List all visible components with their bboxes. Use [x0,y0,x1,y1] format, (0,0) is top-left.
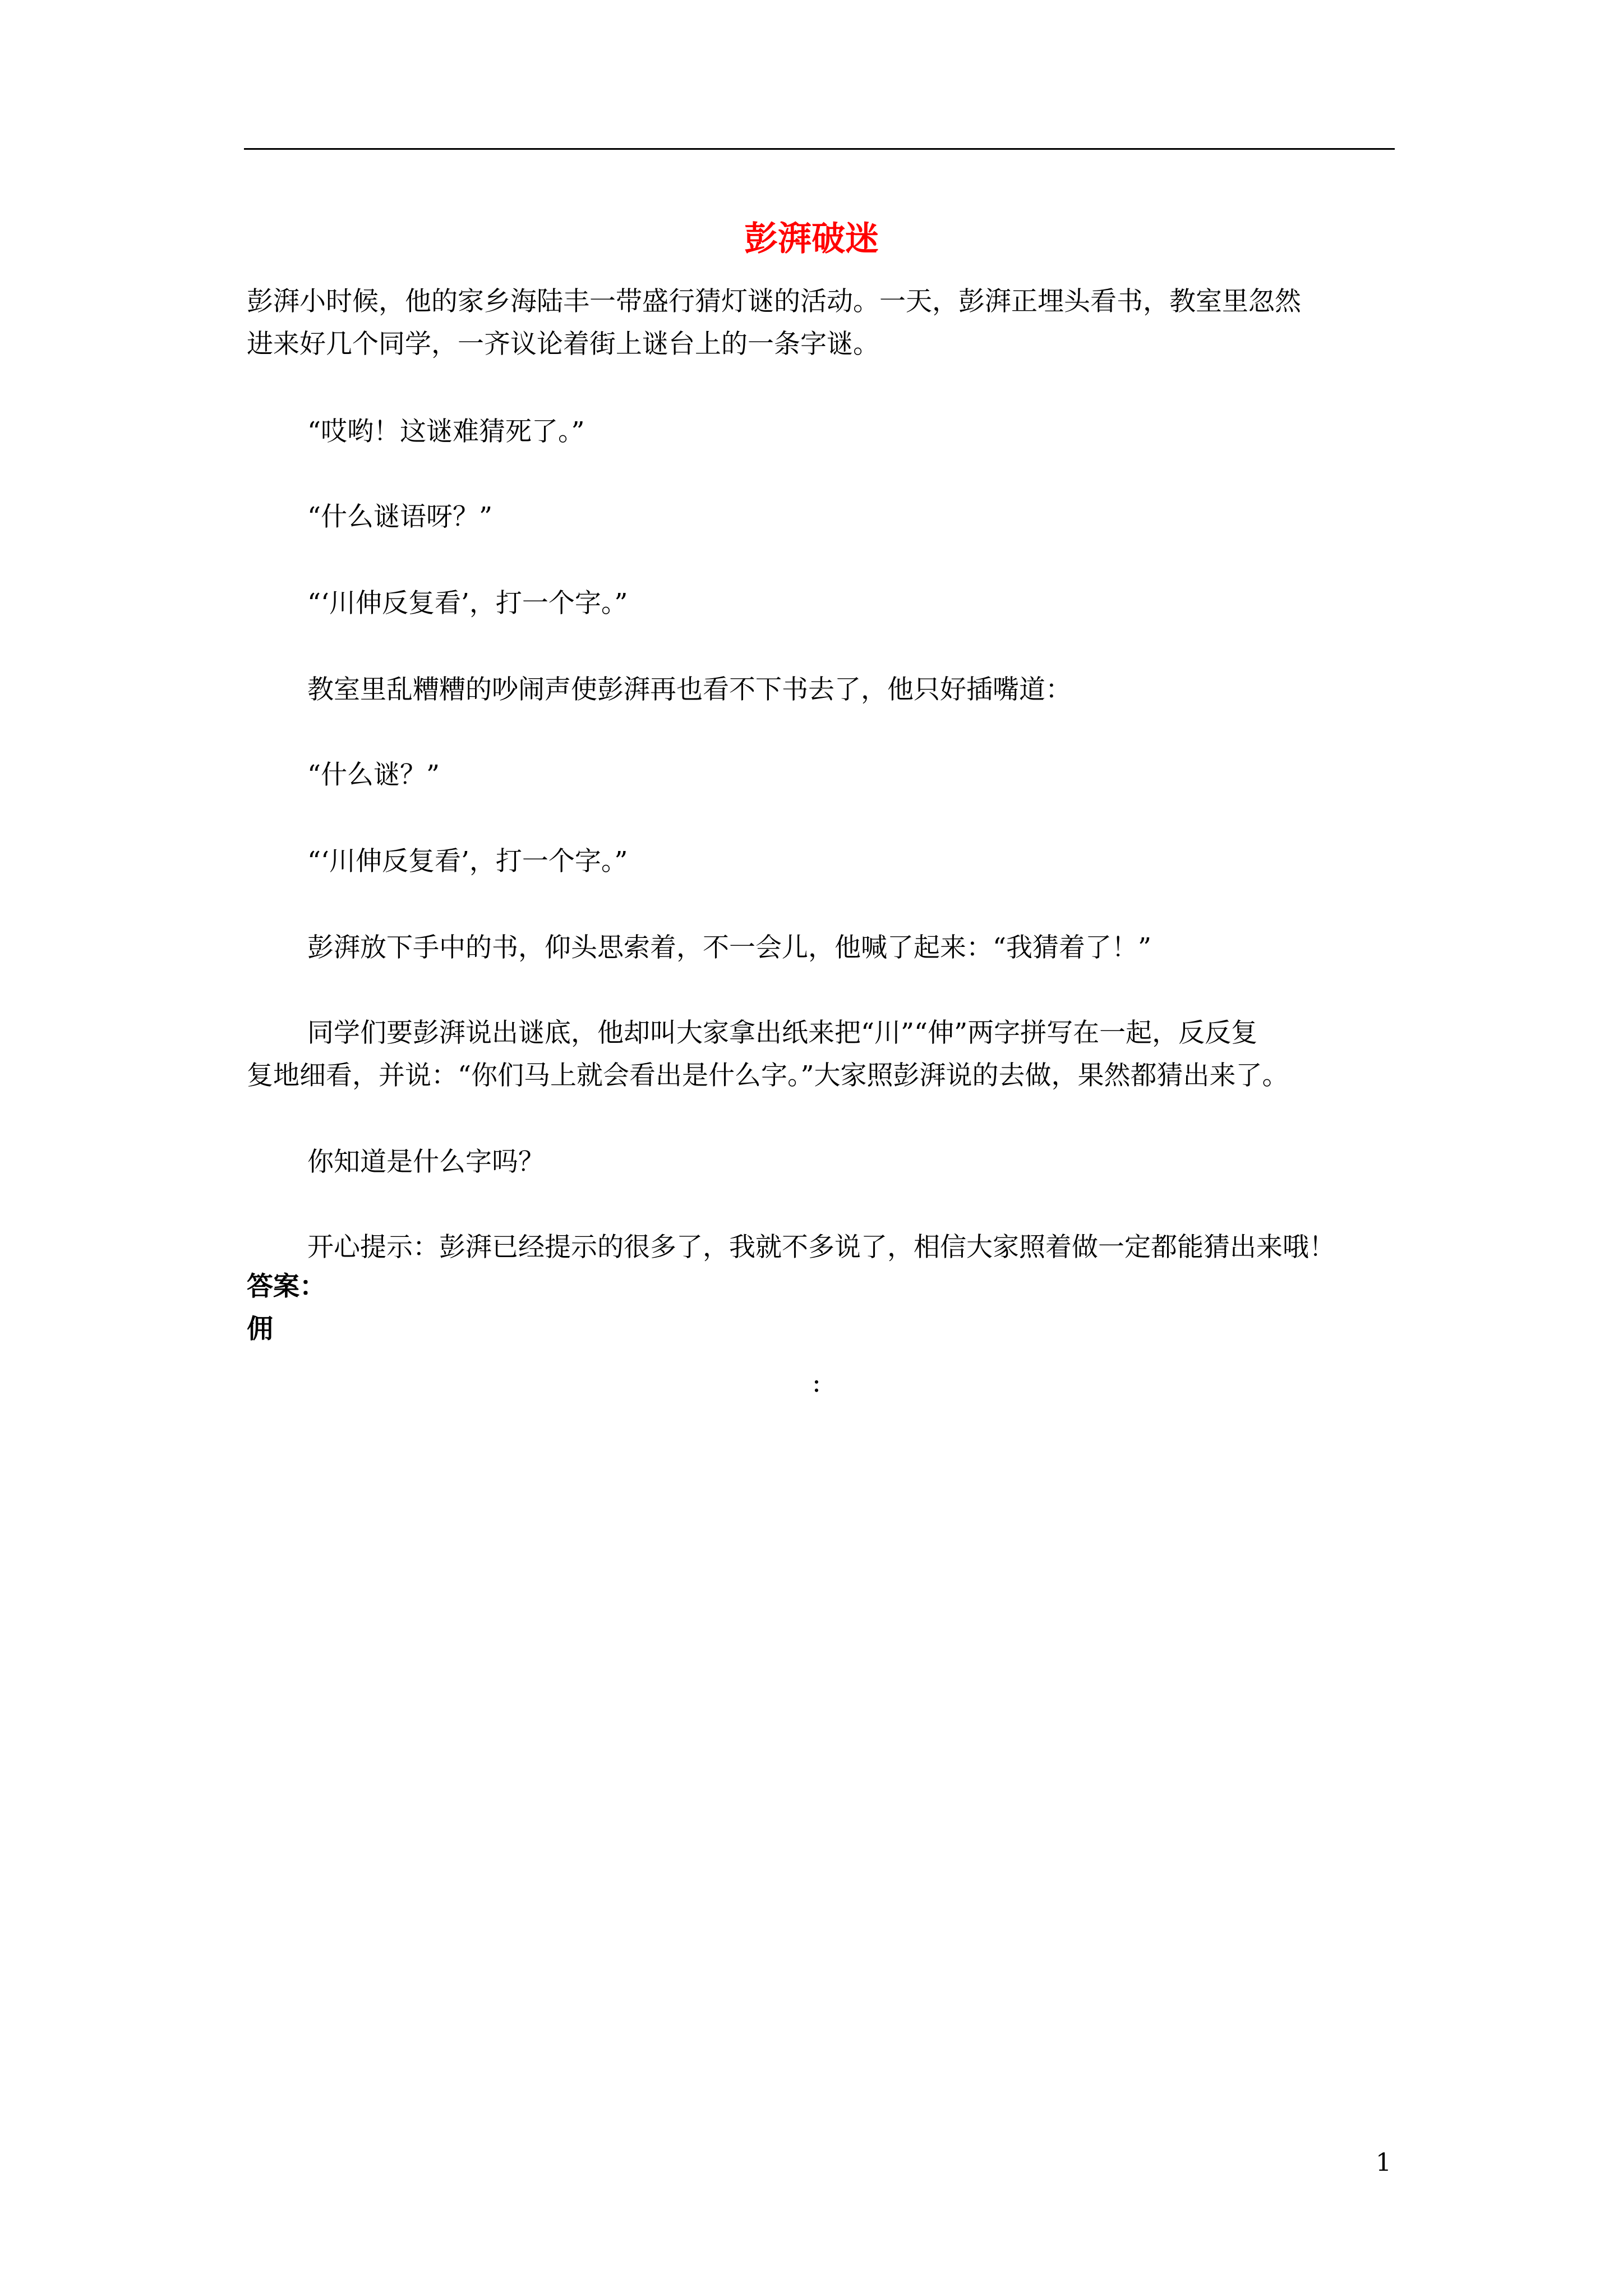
dialogue-line: “‘川伸反复看’，打一个字。” [307,588,628,619]
hint-line: 开心提示：彭湃已经提示的很多了，我就不多说了，相信大家照着做一定都能猜出来哦！ [307,1232,1335,1263]
question-line: 你知道是什么字吗？ [307,1147,545,1177]
page-number: 1 [1376,2148,1391,2177]
paragraph-9-line-2: 复地细看，并说：“你们马上就会看出是什么字。”大家照彭湃说的去做，果然都猜出来了。 [247,1060,1289,1091]
answer-label: 答案： [247,1271,326,1302]
narration-line: 彭湃放下手中的书，仰头思索着，不一会儿，他喊了起来：“我猜着了！” [307,932,1152,963]
dialogue-line: “哎哟！这谜难猜死了。” [307,416,585,447]
narration-line: 教室里乱糟糟的吵闹声使彭湃再也看不下书去了，他只好插嘴道： [307,674,1072,705]
dialogue-line: “什么谜语呀？” [307,501,493,532]
paragraph-1-line-2: 进来好几个同学，一齐议论着街上谜台上的一条字谜。 [247,329,879,360]
stray-mark: : [812,1368,821,1398]
dialogue-line: “‘川伸反复看’，打一个字。” [307,846,628,877]
answer-value: 佣 [247,1314,273,1345]
dialogue-line: “什么谜？” [307,760,440,790]
paragraph-1-line-1: 彭湃小时候，他的家乡海陆丰一带盛行猜灯谜的活动。一天，彭湃正埋头看书，教室里忽然 [247,286,1301,317]
header-rule [244,148,1395,150]
paragraph-9-line-1: 同学们要彭湃说出谜底，他却叫大家拿出纸来把“川”“伸”两字拼写在一起，反反复 [307,1018,1258,1048]
document-title: 彭湃破迷 [744,219,879,259]
